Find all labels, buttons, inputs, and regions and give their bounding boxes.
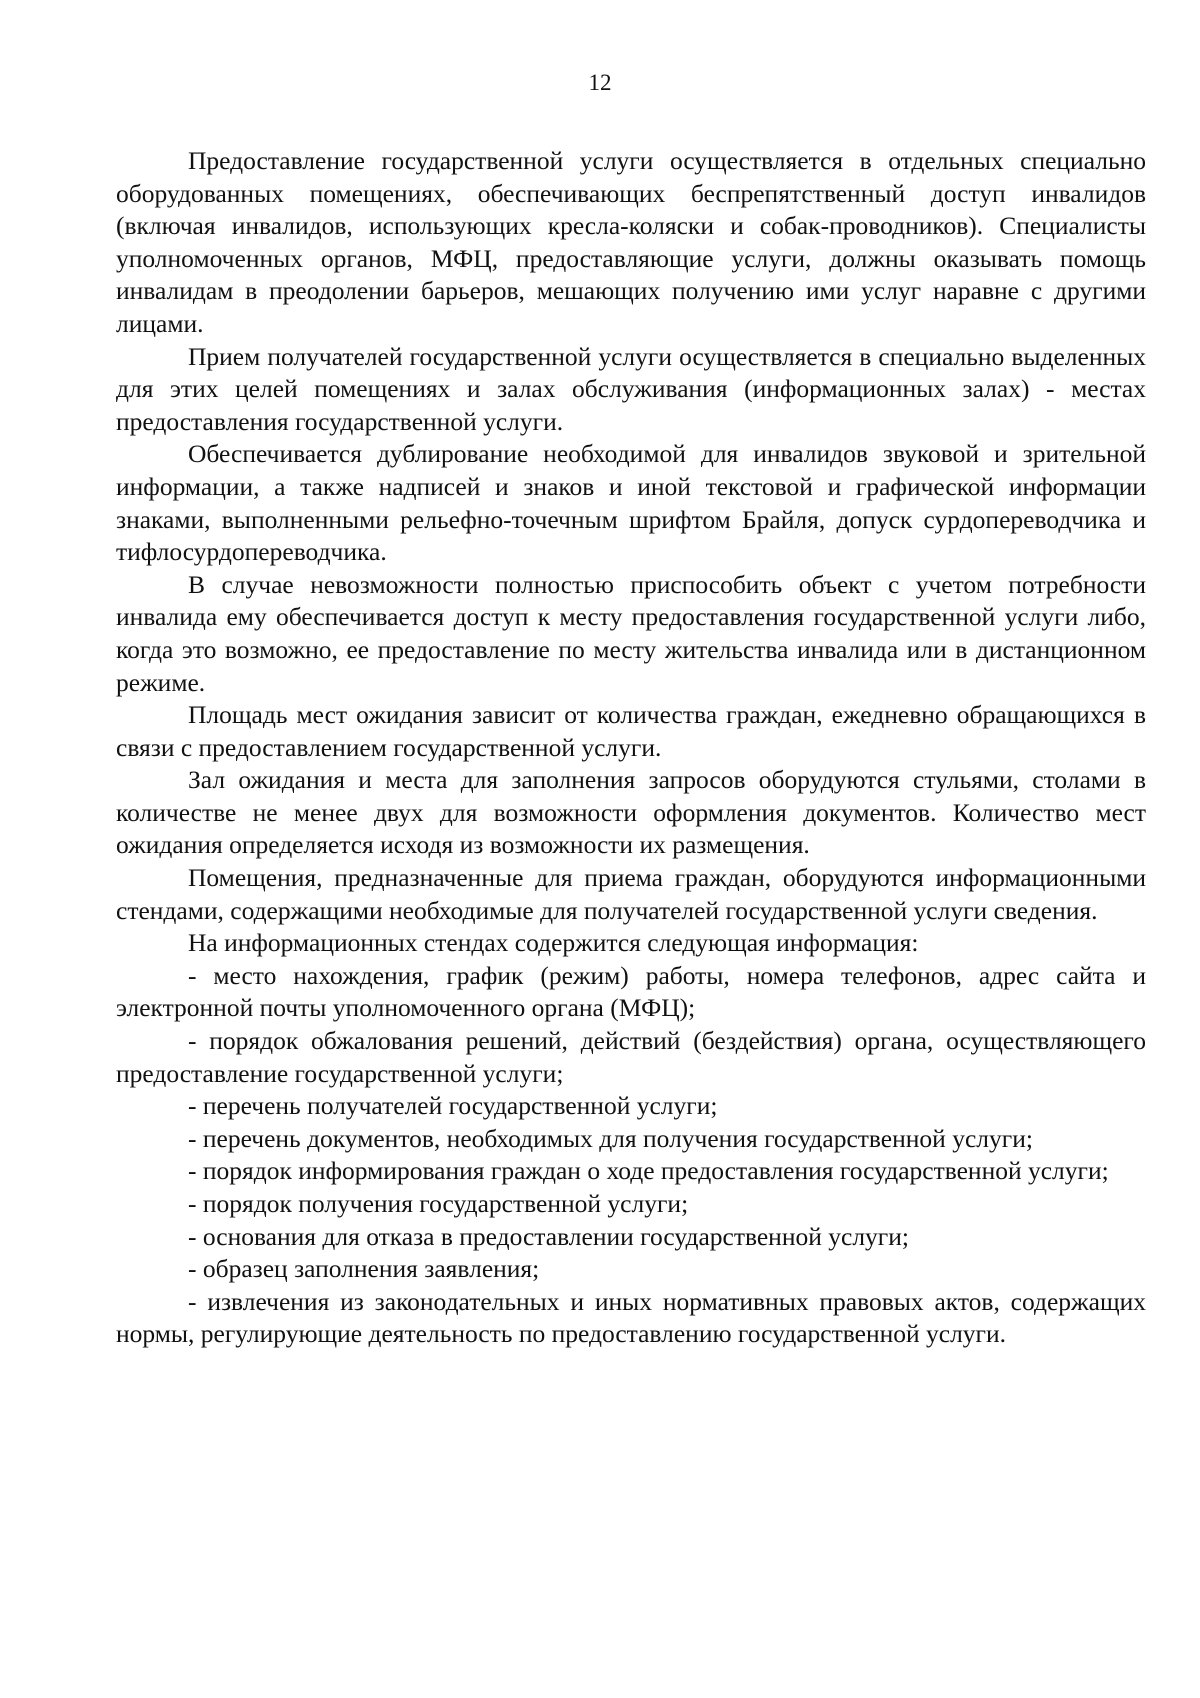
list-item-location: - место нахождения, график (режим) работы, номера телефонов, адрес сайта и электронной почты уполномоченного органа (МФЦ); [116, 960, 1146, 1023]
list-item-sample: - образец заполнения заявления; [188, 1254, 540, 1284]
paragraph-stand-contents: На информационных стендах содержится следующая информация: [188, 928, 919, 958]
paragraph-reception: Прием получателей государственной услуги осуществляется в специально выделенных для этих целей помещениях и залах обслуживания (информационных залах) - местах предоставления государственной услуги. [116, 341, 1146, 436]
paragraph-waiting-hall: Зал ожидания и места для заполнения запросов оборудуются стульями, столами в количестве не менее двух для возможности оформления документов. Количество мест ожидания определяется исходя из возможности их размещения. [116, 765, 1146, 860]
list-item-procedure: - порядок получения государственной услуги; [188, 1189, 689, 1218]
paragraph-duplication: Обеспечивается дублирование необходимой для инвалидов звуковой и зрительной информации, а также надписей и знаков и иной текстовой и графической информации знаками, выполненными рельефно-точечным шрифтом Брайля, допуск сурдопереводчика и тифлосурдопереводчика. [116, 439, 1146, 567]
paragraph-waiting-area: Площадь мест ожидания зависит от количества граждан, ежедневно обращающихся в связи с предоставлением государственной услуги. [116, 700, 1146, 762]
list-item-appeal: - порядок обжалования решений, действий (бездействия) органа, осуществляющего предоставление государственной услуги; [116, 1026, 1146, 1088]
paragraph-premises-access: Предоставление государственной услуги осуществляется в отдельных специально оборудованных помещениях, обеспечивающих беспрепятственный доступ инвалидов (включая инвалидов, использующих кресла-коляски и собак-проводников). Специалисты уполномоченных органов, МФЦ, предоставляющие услуги, должны оказывать помощь инвалидам в преодолении барьеров, мешающих получению ими услуг наравне с другими лицами. [116, 146, 1146, 338]
list-item-informing: - порядок информирования граждан о ходе предоставления государственной услуги; [188, 1156, 1109, 1186]
list-item-refusal: - основания для отказа в предоставлении государственной услуги; [188, 1221, 909, 1251]
document-body [116, 145, 1146, 1351]
list-item-recipients: - перечень получателей государственной услуги; [188, 1091, 718, 1121]
paragraph-info-stands: Помещения, предназначенные для приема граждан, оборудуются информационными стендами, содержащими необходимые для получателей государственной услуги сведения. [116, 863, 1146, 925]
page-number: 12 [588, 70, 612, 95]
list-item-extracts: - извлечения из законодательных и иных нормативных правовых актов, содержащих нормы, регулирующие деятельность по предоставлению государственной услуги. [116, 1286, 1146, 1349]
paragraph-impossibility: В случае невозможности полностью приспособить объект с учетом потребности инвалида ему обеспечивается доступ к месту предоставления государственной услуги либо, когда это возможно, ее предоставление по месту жительства инвалида или в дистанционном режиме. [116, 569, 1146, 697]
list-item-documents: - перечень документов, необходимых для получения государственной услуги; [188, 1123, 1033, 1153]
